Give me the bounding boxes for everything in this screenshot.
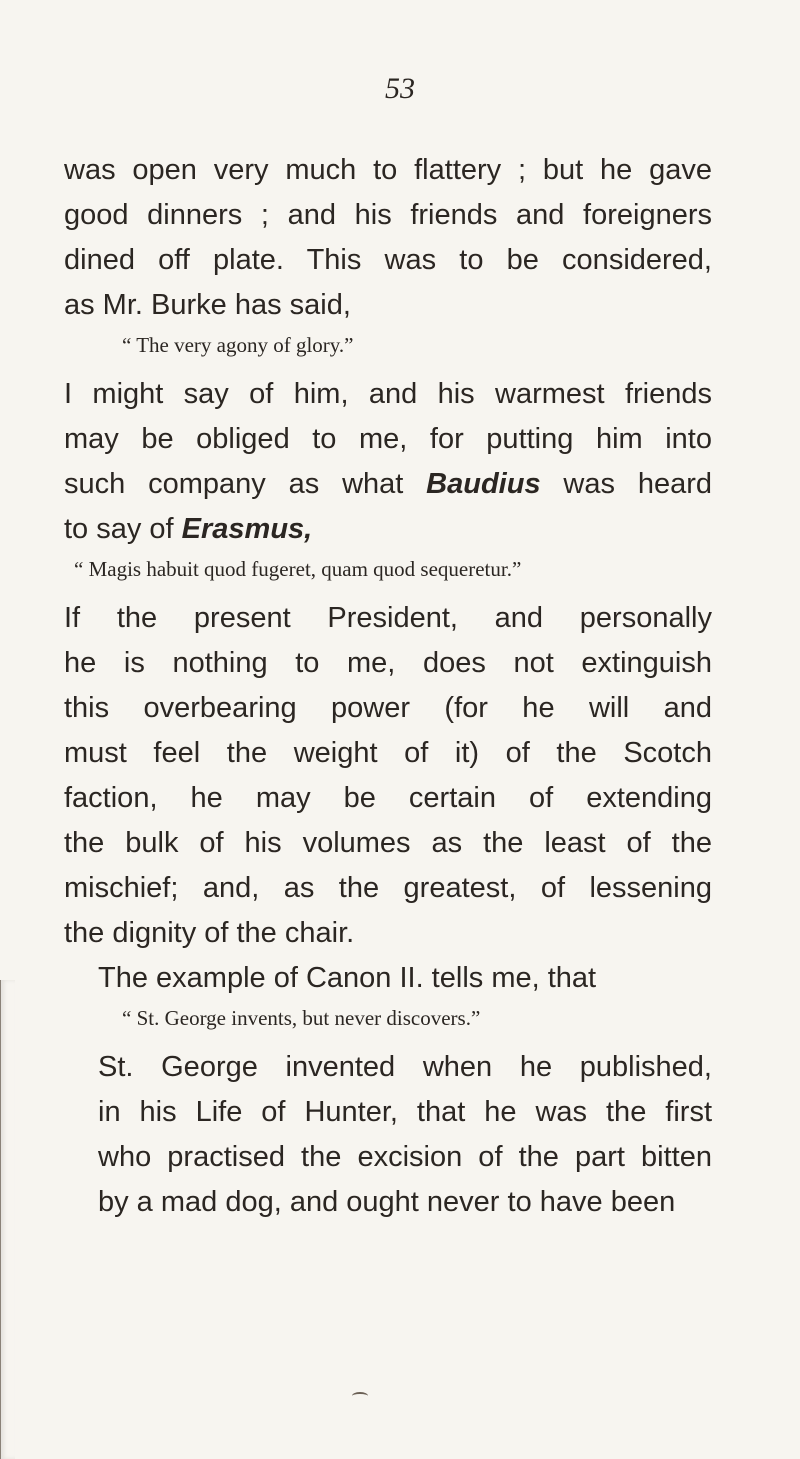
text-line: If the present President, and personally	[64, 602, 712, 634]
text-line: who practised the excision of the part bitten	[98, 1141, 712, 1173]
catchword-ornament	[352, 1392, 368, 1400]
paragraph	[64, 596, 712, 956]
text-line: the bulk of his volumes as the least of the	[64, 827, 712, 859]
binding-edge	[0, 980, 15, 1459]
text-line: to say of Erasmus,	[64, 513, 313, 545]
text-line: St. George invented when he published,	[98, 1051, 712, 1083]
paragraph	[64, 956, 712, 1001]
text-line: he is nothing to me, does not extinguish	[64, 647, 712, 679]
text-line: I might say of him, and his warmest friends	[64, 378, 712, 410]
text-line: this overbearing power (for he will and	[64, 692, 712, 724]
italic-name: Erasmus,	[181, 513, 313, 545]
page-number: 53	[385, 72, 415, 105]
paragraph	[64, 148, 712, 328]
text-line: the dignity of the chair.	[64, 917, 355, 949]
page-body-text	[64, 148, 712, 1225]
text-line: as Mr. Burke has said,	[64, 289, 351, 321]
paragraph	[64, 372, 712, 552]
block-quote: “ St. George invents, but never discovers.”	[122, 1006, 481, 1030]
text-line: mischief; and, as the greatest, of lessening	[64, 872, 712, 904]
text-line: dined off plate. This was to be considered,	[64, 244, 712, 276]
text-line: faction, he may be certain of extending	[64, 782, 712, 814]
text-line: was open very much to flattery ; but he gave	[64, 154, 712, 186]
text-line: The example of Canon II. tells me, that	[98, 962, 597, 994]
text-line: in his Life of Hunter, that he was the first	[98, 1096, 712, 1128]
text-line: may be obliged to me, for putting him into	[64, 423, 712, 455]
text-line: by a mad dog, and ought never to have been	[98, 1186, 676, 1218]
text-line: such company as what Baudius was heard	[64, 468, 712, 500]
block-quote: “ The very agony of glory.”	[122, 333, 354, 357]
italic-name: Baudius	[426, 468, 541, 500]
text-line: good dinners ; and his friends and foreigners	[64, 199, 712, 231]
paragraph	[64, 1045, 712, 1225]
block-quote: “ Magis habuit quod fugeret, quam quod sequeretur.”	[74, 557, 522, 581]
text-line: must feel the weight of it) of the Scotch	[64, 737, 712, 769]
